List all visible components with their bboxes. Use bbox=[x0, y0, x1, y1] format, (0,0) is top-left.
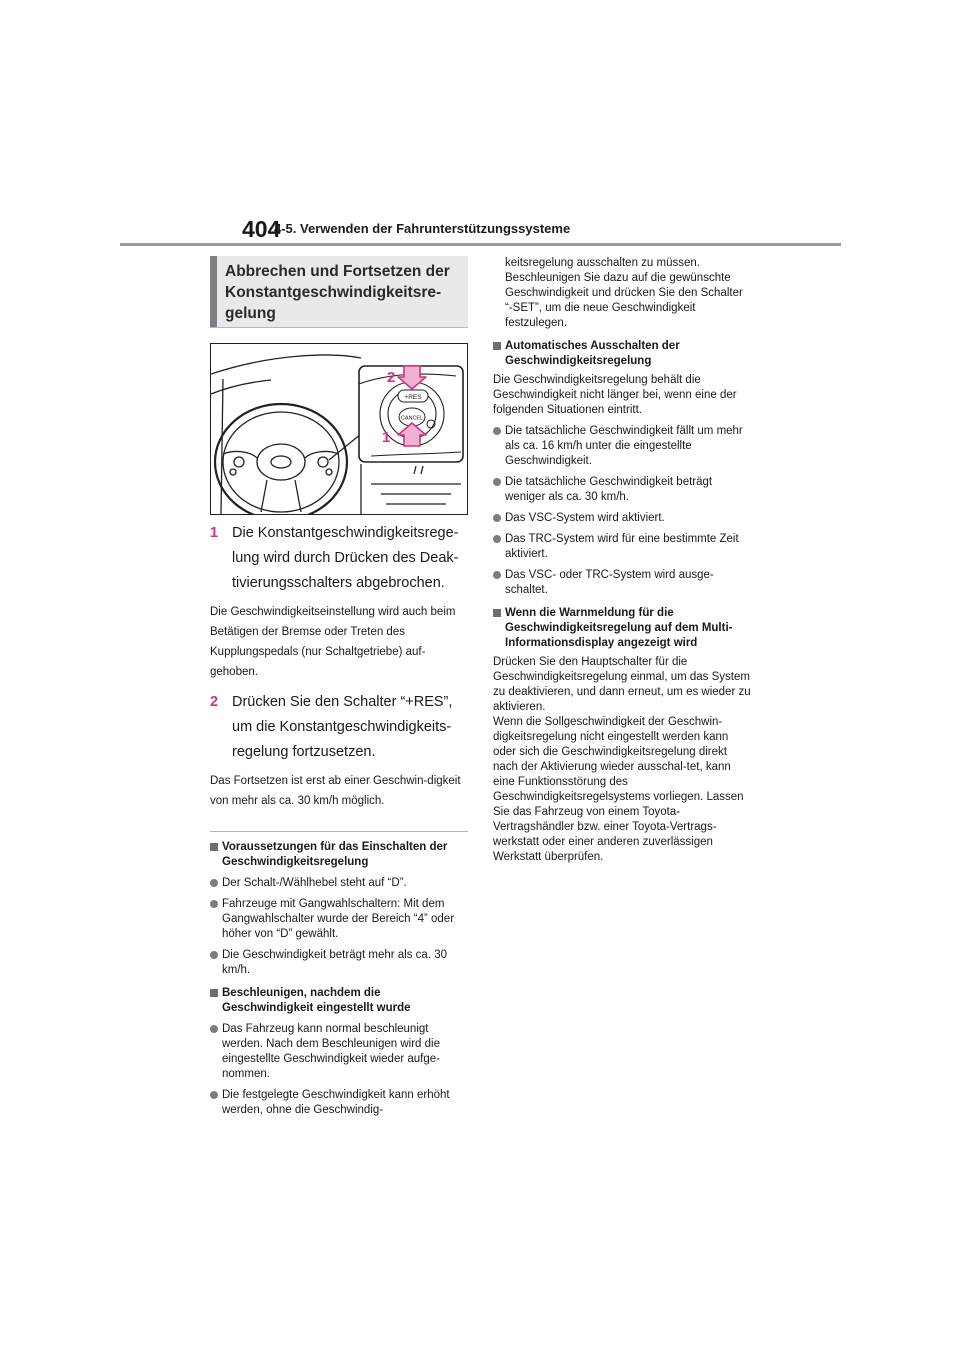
list-item bbox=[210, 876, 468, 891]
subsection-heading bbox=[493, 339, 751, 369]
list-item-text: Die Geschwindigkeit beträgt mehr als ca. 30 km/h. bbox=[222, 949, 447, 976]
step-number: 2 bbox=[210, 694, 219, 710]
steering-wheel-drawing bbox=[211, 344, 467, 514]
left-column bbox=[210, 256, 468, 1118]
section-heading-bar bbox=[210, 256, 217, 327]
list-item bbox=[493, 511, 751, 526]
subsection-heading bbox=[210, 986, 468, 1016]
bullet-dot-icon bbox=[210, 900, 218, 908]
list-item bbox=[210, 1022, 468, 1082]
step-note: Die Geschwindigkeitseinstellung wird auch beim Betätigen der Bremse oder Treten des Kupplungspedals (nur Schaltgetriebe) auf-gehoben. bbox=[210, 606, 456, 678]
header-rule bbox=[120, 243, 841, 246]
list-item bbox=[493, 475, 751, 505]
list-item bbox=[493, 568, 751, 598]
square-bullet-icon bbox=[493, 609, 501, 617]
subsection-title: Beschleunigen, nachdem die Geschwindigkeit eingestellt wurde bbox=[222, 987, 411, 1014]
square-bullet-icon bbox=[493, 342, 501, 350]
list-item-text: Der Schalt-/Wählhebel steht auf “D”. bbox=[222, 877, 407, 889]
bullet-dot-icon bbox=[493, 514, 501, 522]
list-item-text: Die tatsächliche Geschwindigkeit fällt um mehr als ca. 16 km/h unter die eingestellte Geschwindigkeit. bbox=[505, 425, 743, 467]
right-column bbox=[493, 256, 751, 865]
bullet-dot-icon bbox=[210, 879, 218, 887]
steering-wheel-illustration bbox=[210, 343, 468, 515]
list-item bbox=[493, 424, 751, 469]
subsection-heading bbox=[210, 840, 468, 870]
bullet-dot-icon bbox=[210, 951, 218, 959]
step-1 bbox=[210, 521, 468, 596]
page-number: 404 bbox=[242, 216, 281, 242]
subsection-title: Wenn die Warnmeldung für die Geschwindigkeitsregelung auf dem Multi-Informationsdisplay angezeigt wird bbox=[505, 607, 733, 649]
bullet-dot-icon bbox=[493, 571, 501, 579]
step-number: 1 bbox=[210, 525, 219, 541]
list-item-text: Die tatsächliche Geschwindigkeit beträgt weniger als ca. 30 km/h. bbox=[505, 476, 713, 503]
list-item bbox=[210, 897, 468, 942]
subsection-title: Voraussetzungen für das Einschalten der Geschwindigkeitsregelung bbox=[222, 841, 448, 868]
step-text: Drücken Sie den Schalter “+RES”, um die Konstantgeschwindigkeits-regelung fortzusetzen. bbox=[232, 694, 453, 760]
list-item bbox=[210, 1088, 468, 1118]
list-item-text: Die festgelegte Geschwindigkeit kann erhöht werden, ohne die Geschwindig- bbox=[222, 1089, 450, 1116]
bullet-dot-icon bbox=[210, 1025, 218, 1033]
res-button-label: +RES bbox=[404, 394, 422, 401]
callout-1: 1 bbox=[382, 429, 391, 446]
divider bbox=[210, 831, 468, 832]
list-item-text: Das VSC-System wird aktiviert. bbox=[505, 512, 665, 524]
subsection-title: Automatisches Ausschalten der Geschwindigkeitsregelung bbox=[505, 340, 680, 367]
list-item-text: Das Fahrzeug kann normal beschleunigt werden. Nach dem Beschleunigen wird die eingestellte Geschwindigkeit wieder aufge-nommen. bbox=[222, 1023, 440, 1080]
cancel-button-label: CANCEL bbox=[400, 415, 424, 422]
list-item bbox=[210, 948, 468, 978]
callout-2: 2 bbox=[387, 369, 396, 386]
list-item-text: Das TRC-System wird für eine bestimmte Zeit aktiviert. bbox=[505, 533, 739, 560]
bullet-dot-icon bbox=[493, 478, 501, 486]
list-item bbox=[493, 532, 751, 562]
bullet-dot-icon bbox=[210, 1091, 218, 1099]
paragraph: Die Geschwindigkeitsregelung behält die Geschwindigkeit nicht länger bei, wenn eine der folgenden Situationen eintritt. bbox=[493, 374, 737, 416]
paragraph: Drücken Sie den Hauptschalter für die Geschwindigkeitsregelung einmal, um das System zu deaktivieren, und dann erneut, um es wieder zu aktivieren. bbox=[493, 656, 751, 713]
continuation-text: keitsregelung ausschalten zu müssen. Beschleunigen Sie dazu auf die gewünschte Geschwindigkeit und drücken Sie den Schalter “-SET”, um die neue Geschwindigkeit festzulegen. bbox=[505, 257, 743, 329]
list-item-text: Das VSC- oder TRC-System wird ausge-schaltet. bbox=[505, 569, 714, 596]
bullet-dot-icon bbox=[493, 427, 501, 435]
chapter-title: 4-5. Verwenden der Fahrunterstützungssysteme bbox=[274, 221, 571, 236]
section-heading bbox=[210, 256, 468, 328]
section-title: Abbrechen und Fortsetzen der Konstantgeschwindigkeitsre-gelung bbox=[225, 263, 450, 322]
subsection-heading bbox=[493, 606, 751, 651]
paragraph: Wenn die Sollgeschwindigkeit der Geschwin-digkeitsregelung nicht eingestellt werden kann oder sich die Geschwindigkeitsregelung direkt nach der Aktivierung wieder ausschal-tet, kann eine Funktionsstörung des Geschwindigkeitsregelsystems vorliegen. Lassen Sie das Fahrzeug von einem Toyota-Vertragshändler bzw. einer Toyota-Vertrags-werkstatt oder einer anderen zuverlässigen Werkstatt überprüfen. bbox=[493, 716, 744, 863]
step-note: Das Fortsetzen ist erst ab einer Geschwin-digkeit von mehr als ca. 30 km/h möglich. bbox=[210, 775, 461, 807]
step-text: Die Konstantgeschwindigkeitsrege-lung wird durch Drücken des Deak-tivierungsschalters abgebrochen. bbox=[232, 525, 459, 591]
list-item-text: Fahrzeuge mit Gangwahlschaltern: Mit dem Gangwahlschalter wurde der Bereich “4” oder höher von “D” gewählt. bbox=[222, 898, 455, 940]
square-bullet-icon bbox=[210, 989, 218, 997]
bullet-dot-icon bbox=[493, 535, 501, 543]
step-2 bbox=[210, 690, 468, 765]
square-bullet-icon bbox=[210, 843, 218, 851]
